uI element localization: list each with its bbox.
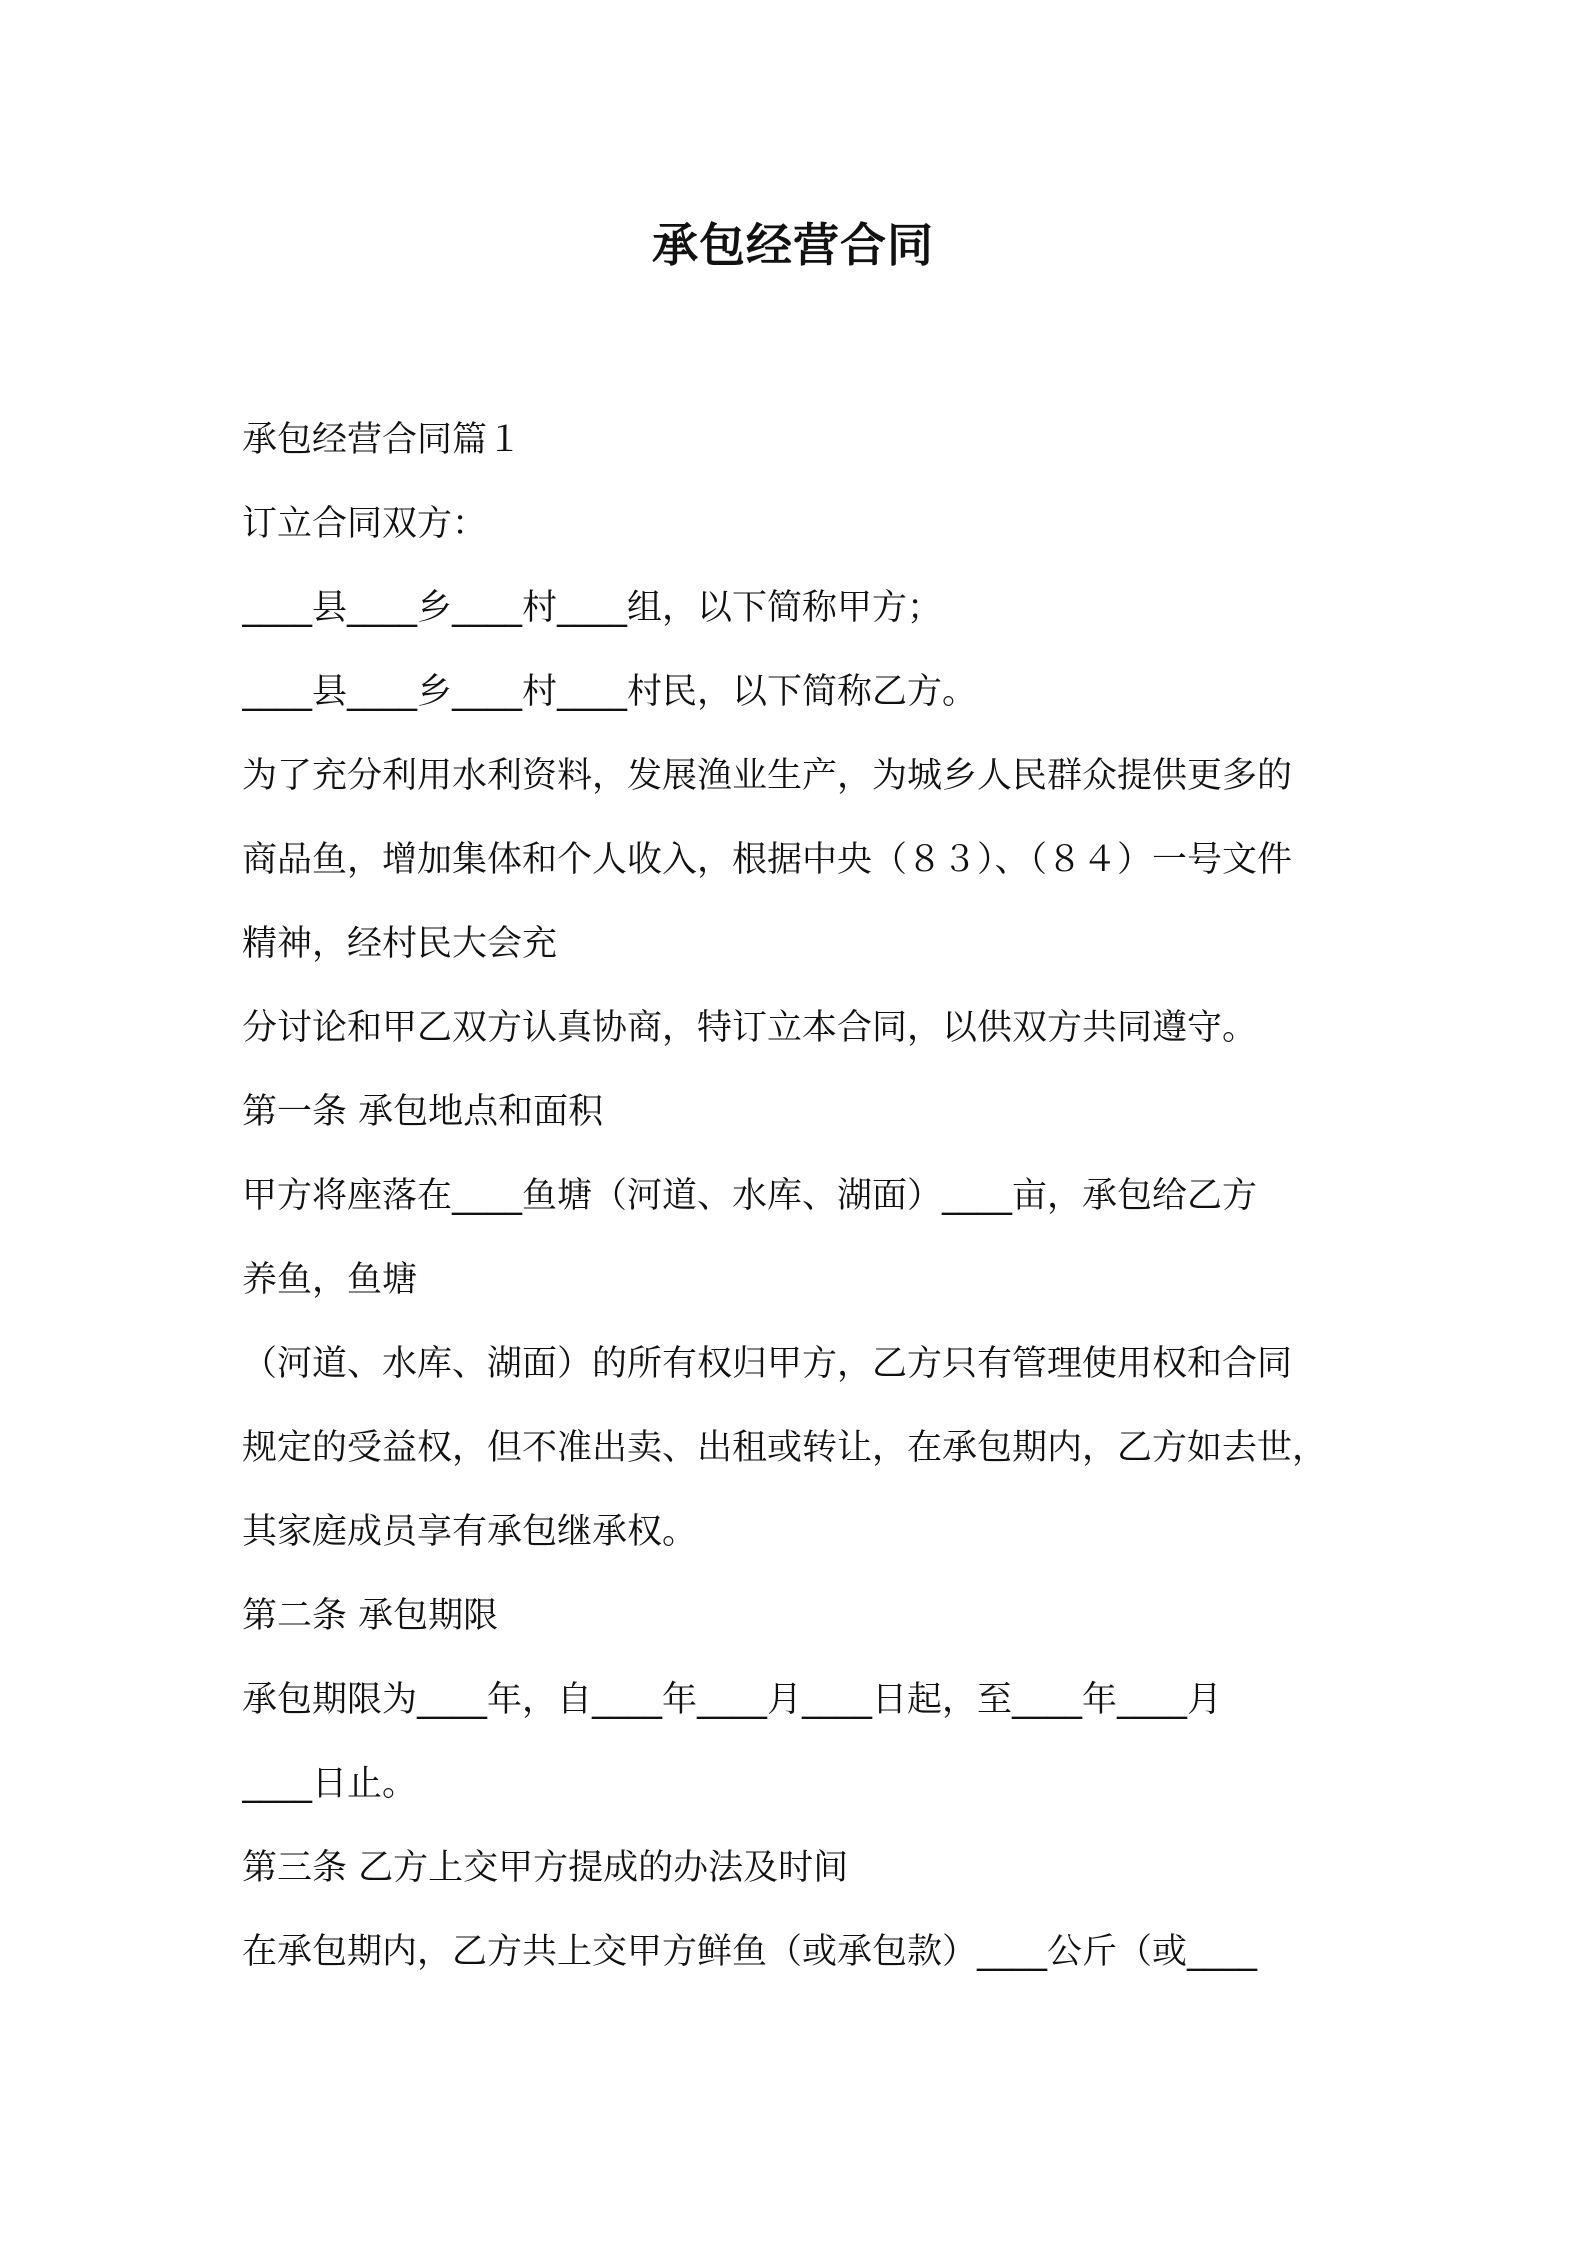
article-heading: 第三条 乙方上交甲方提成的办法及时间 xyxy=(242,1848,849,1888)
paragraph-line: 其家庭成员享有承包继承权。 xyxy=(242,1512,698,1552)
paragraph-line: ____县____乡____村____村民，以下简称乙方。 xyxy=(242,672,978,712)
paragraph-line: ____县____乡____村____组，以下简称甲方； xyxy=(242,588,943,628)
paragraph-line: 承包期限为____年，自____年____月____日起，至____年____月 xyxy=(242,1680,1223,1720)
paragraph-line: （河道、水库、湖面）的所有权归甲方，乙方只有管理使用权和合同 xyxy=(242,1344,1293,1384)
paragraph-line: 精神，经村民大会充 xyxy=(242,924,558,964)
paragraph-line: ____日止。 xyxy=(242,1764,418,1804)
paragraph-line: 商品鱼，增加集体和个人收入，根据中央（８３）、（８４）一号文件 xyxy=(242,840,1293,880)
article-heading: 第二条 承包期限 xyxy=(242,1596,499,1636)
paragraph-line: 规定的受益权，但不准出卖、出租或转让，在承包期内，乙方如去世， xyxy=(242,1428,1328,1468)
section-heading: 承包经营合同篇１ xyxy=(242,420,523,460)
document-body xyxy=(242,398,1362,1994)
article-heading: 第一条 承包地点和面积 xyxy=(242,1092,604,1132)
paragraph-line: 在承包期内，乙方共上交甲方鲜鱼（或承包款）____公斤（或____ xyxy=(242,1932,1258,1972)
paragraph-line: 甲方将座落在____鱼塘（河道、水库、湖面）____亩，承包给乙方 xyxy=(242,1176,1258,1216)
paragraph-line: 养鱼，鱼塘 xyxy=(242,1260,418,1300)
document-title: 承包经营合同 xyxy=(652,218,934,272)
paragraph-line: 分讨论和甲乙双方认真协商，特订立本合同，以供双方共同遵守。 xyxy=(242,1008,1258,1048)
paragraph-line: 订立合同双方： xyxy=(242,504,488,544)
paragraph-line: 为了充分利用水利资料，发展渔业生产，为城乡人民群众提供更多的 xyxy=(242,756,1293,796)
